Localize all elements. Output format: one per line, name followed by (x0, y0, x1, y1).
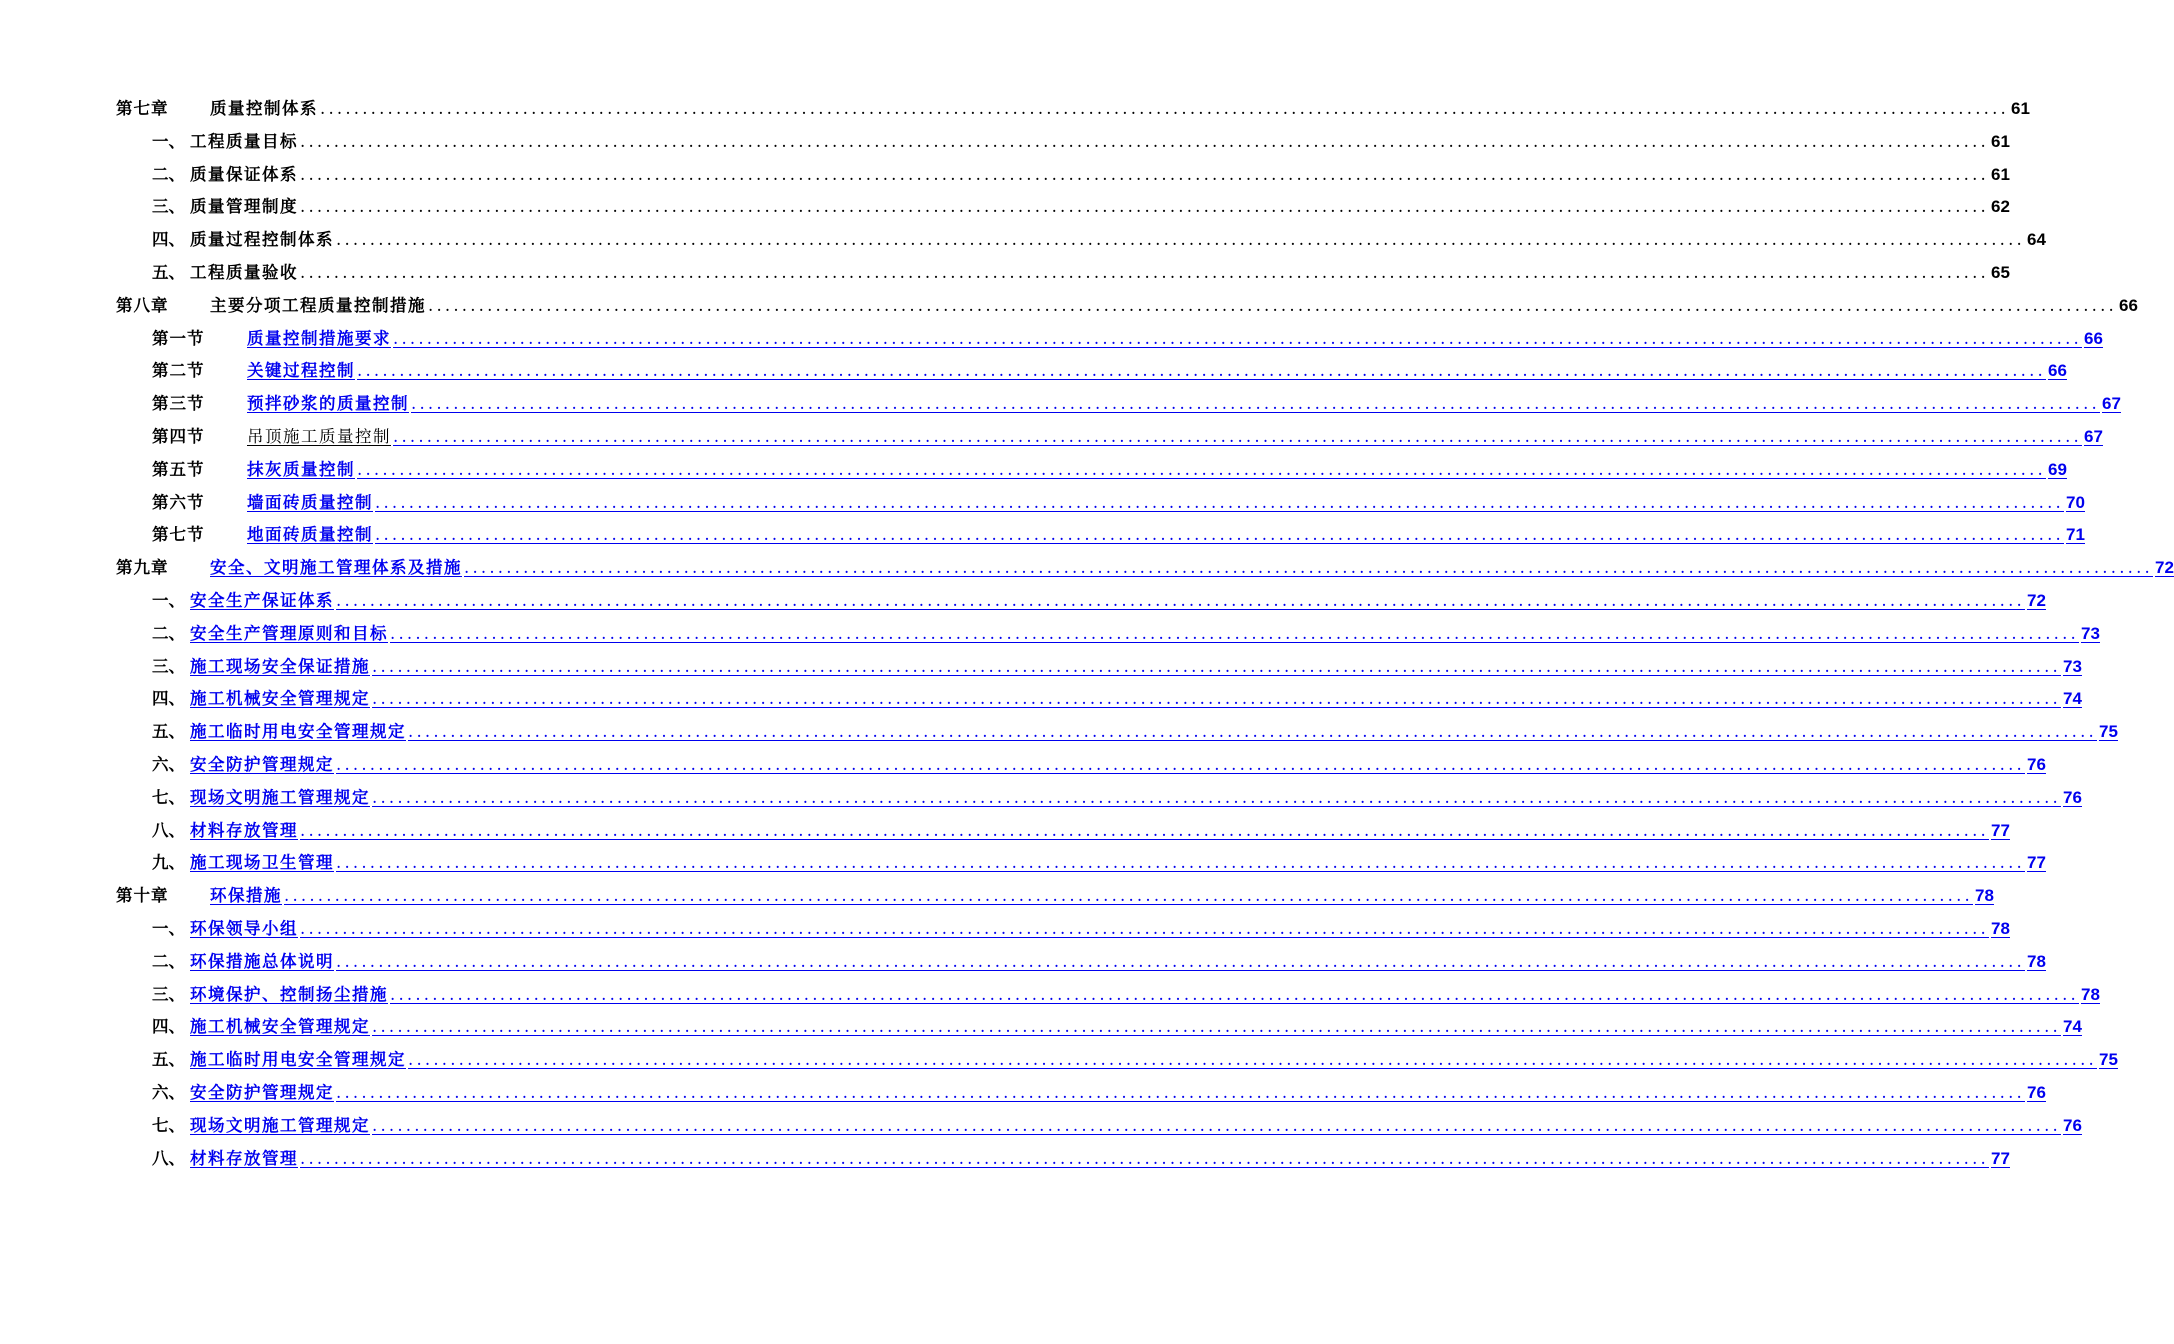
toc-dot-leader: ........................................................................................................................................................................................................ (284, 886, 1973, 906)
toc-entry[interactable] (152, 348, 2067, 381)
toc-dot-leader: ........................................................................................................................................................................................................ (372, 656, 2061, 676)
toc-entry-number: 三、 (152, 984, 185, 1004)
toc-entry-link[interactable] (190, 1017, 2082, 1037)
toc-entry[interactable] (152, 1037, 2118, 1070)
toc-entry-link (190, 197, 2010, 217)
toc-entry[interactable] (152, 1103, 2082, 1136)
toc-entry-link[interactable] (190, 623, 2100, 644)
toc-entry-number: 第八章 (116, 295, 169, 315)
toc-entry[interactable] (152, 480, 2085, 513)
toc-entry-number: 五、 (152, 722, 185, 742)
toc-entry-number: 六、 (152, 1083, 185, 1102)
toc-entry (152, 119, 2010, 152)
toc-entry-number: 九、 (152, 853, 185, 873)
toc-page-number: 61 (2010, 99, 2030, 118)
toc-entry-title: 现场文明施工管理规定 (190, 1115, 370, 1135)
toc-entry-number: 五、 (152, 263, 185, 282)
toc-entry-title: 施工临时用电安全管理规定 (190, 722, 406, 742)
toc-entry[interactable] (152, 644, 2082, 677)
toc-dot-leader: ........................................................................................................................................................................................................ (300, 263, 1989, 282)
toc-page-number: 61 (1990, 164, 2010, 184)
toc-dot-leader: ........................................................................................................................................................................................................ (300, 1148, 1989, 1168)
toc-entry-number: 五、 (152, 1050, 185, 1070)
toc-entry-title: 安全防护管理规定 (190, 1083, 334, 1102)
toc-entry-link[interactable] (190, 1050, 2118, 1070)
toc-entry (152, 250, 2010, 283)
toc-dot-leader: ........................................................................................................................................................................................................ (357, 459, 2046, 479)
toc-entry-number: 四、 (152, 230, 185, 250)
toc-entry-number: 第三节 (152, 394, 205, 414)
toc-dot-leader: ........................................................................................................................................................................................................ (408, 722, 2097, 742)
toc-entry-title: 现场文明施工管理规定 (190, 787, 370, 807)
toc-entry[interactable] (152, 447, 2067, 480)
toc-entry-number: 三、 (152, 656, 185, 676)
toc-entry-link[interactable] (190, 787, 2082, 808)
toc-entry-number: 第九章 (116, 558, 169, 578)
toc-entry-link[interactable] (190, 591, 2046, 611)
toc-dot-leader: ........................................................................................................................................................................................................ (375, 492, 2064, 512)
toc-entry-link[interactable] (190, 984, 2100, 1005)
toc-entry-title: 施工现场安全保证措施 (190, 656, 370, 676)
toc-dot-leader: ........................................................................................................................................................................................................ (372, 1115, 2061, 1135)
toc-entry-link[interactable] (190, 1115, 2082, 1136)
toc-entry-title: 主要分项工程质量控制措施 (210, 295, 426, 315)
toc-dot-leader: ........................................................................................................................................................................................................ (357, 361, 2046, 381)
toc-page-number: 61 (1990, 131, 2010, 151)
toc-page-number: 70 (2065, 492, 2085, 512)
toc-entry-number: 一、 (152, 131, 185, 151)
toc-dot-leader: ........................................................................................................................................................................................................ (393, 328, 2082, 348)
toc-entry-title: 施工机械安全管理规定 (190, 689, 370, 709)
toc-entry[interactable] (152, 906, 2010, 939)
toc-entry-title: 施工机械安全管理规定 (190, 1017, 370, 1037)
toc-entry[interactable] (116, 873, 1994, 906)
toc-entry-number: 七、 (152, 787, 185, 807)
toc-entry[interactable] (152, 972, 2100, 1005)
toc-entry[interactable] (152, 381, 2121, 414)
toc-entry-link[interactable] (190, 656, 2082, 677)
toc-entry-number: 第四节 (152, 427, 205, 446)
toc-page-number: 76 (2062, 1115, 2082, 1135)
toc-entry[interactable] (116, 545, 2174, 578)
toc-entry[interactable] (152, 1136, 2010, 1169)
toc-entry-number: 第七节 (152, 525, 205, 545)
toc-page-number: 66 (2118, 295, 2138, 315)
toc-entry-number: 第七章 (116, 99, 169, 118)
toc-page-number: 74 (2062, 1017, 2082, 1037)
toc-entry-link[interactable] (210, 558, 2174, 578)
toc-entry-title: 墙面砖质量控制 (247, 492, 373, 512)
toc-page-number: 67 (2101, 394, 2121, 414)
toc-dot-leader: ........................................................................................................................................................................................................ (300, 919, 1989, 938)
toc-dot-leader: ........................................................................................................................................................................................................ (336, 1083, 2025, 1102)
toc-entry-title: 施工临时用电安全管理规定 (190, 1050, 406, 1070)
toc-entry-title: 质量过程控制体系 (190, 230, 334, 250)
toc-entry-link[interactable] (247, 427, 2103, 447)
toc-entry-number: 第二节 (152, 361, 205, 381)
toc-entry-link[interactable] (210, 886, 1994, 906)
toc-page-number: 67 (2083, 427, 2103, 446)
toc-dot-leader: ........................................................................................................................................................................................................ (336, 951, 2025, 971)
toc-entry[interactable] (152, 676, 2082, 709)
toc-entry-title: 抹灰质量控制 (247, 459, 355, 479)
toc-dot-leader: ........................................................................................................................................................................................................ (372, 1017, 2061, 1037)
toc-page-number: 77 (2026, 853, 2046, 873)
toc-entry[interactable] (152, 840, 2046, 873)
toc-page-number: 66 (2047, 361, 2067, 381)
toc-page-number: 76 (2026, 1083, 2046, 1102)
toc-dot-leader: ........................................................................................................................................................................................................ (372, 787, 2061, 807)
toc-dot-leader: ........................................................................................................................................................................................................ (336, 230, 2025, 250)
toc-entry-title: 地面砖质量控制 (247, 525, 373, 545)
toc-entry-title: 吊顶施工质量控制 (247, 427, 391, 446)
toc-entry (152, 184, 2010, 217)
toc-entry-link[interactable] (190, 1148, 2010, 1169)
toc-entry-number: 一、 (152, 919, 185, 938)
toc-entry[interactable] (152, 1004, 2082, 1037)
toc-entry-title: 环保领导小组 (190, 919, 298, 938)
toc-page-number: 76 (2026, 755, 2046, 774)
toc-entry-number: 三、 (152, 197, 185, 217)
toc-entry-number: 第六节 (152, 492, 205, 512)
toc-entry-link (190, 230, 2046, 250)
toc-entry (152, 217, 2046, 250)
toc-entry[interactable] (152, 742, 2046, 775)
toc-entry-number: 七、 (152, 1115, 185, 1135)
toc-page-number: 74 (2062, 689, 2082, 709)
toc-entry-title: 环境保护、控制扬尘措施 (190, 984, 388, 1004)
toc-entry[interactable] (152, 939, 2046, 972)
toc-entry-number: 四、 (152, 689, 185, 709)
toc-entry[interactable] (152, 1070, 2046, 1103)
toc-dot-leader: ........................................................................................................................................................................................................ (320, 99, 2009, 118)
toc-entry-title: 环保措施总体说明 (190, 951, 334, 971)
toc-entry-link[interactable] (190, 853, 2046, 873)
toc-entry-link[interactable] (190, 722, 2118, 742)
toc-page-number: 64 (2026, 230, 2046, 250)
toc-entry-link (210, 295, 2138, 316)
toc-page-number: 76 (2062, 787, 2082, 807)
toc-entry-title: 工程质量验收 (190, 263, 298, 282)
toc-entry-link[interactable] (190, 951, 2046, 972)
toc-entry-link[interactable] (247, 459, 2067, 480)
toc-entry-link[interactable] (190, 755, 2046, 775)
toc-entry-link (190, 164, 2010, 185)
toc-page-number: 78 (1990, 919, 2010, 938)
toc-dot-leader: ........................................................................................................................................................................................................ (372, 689, 2061, 709)
toc-entry-title: 材料存放管理 (190, 1148, 298, 1168)
toc-page-number: 62 (1990, 197, 2010, 217)
toc-entry[interactable] (152, 611, 2100, 644)
toc-entry-title: 质量管理制度 (190, 197, 298, 217)
toc-entry-title: 安全防护管理规定 (190, 755, 334, 774)
toc-entry-link[interactable] (190, 1083, 2046, 1103)
toc-entry[interactable] (152, 512, 2085, 545)
toc-dot-leader: ........................................................................................................................................................................................................ (300, 820, 1989, 840)
toc-entry[interactable] (152, 316, 2103, 349)
toc-entry-title: 环保措施 (210, 886, 282, 906)
toc-dot-leader: ........................................................................................................................................................................................................ (300, 164, 1989, 184)
toc-entry[interactable] (152, 414, 2103, 447)
toc-page-number: 65 (1990, 263, 2010, 282)
toc-entry-number: 二、 (152, 951, 185, 971)
toc-entry-number: 二、 (152, 164, 185, 184)
toc-entry-link[interactable] (247, 525, 2085, 545)
toc-entry-title: 安全生产保证体系 (190, 591, 334, 610)
toc-page-number: 78 (2026, 951, 2046, 971)
toc-entry (152, 152, 2010, 185)
toc-dot-leader: ........................................................................................................................................................................................................ (408, 1050, 2097, 1070)
toc-entry-link[interactable] (247, 492, 2085, 513)
toc-entry-number: 第十章 (116, 886, 169, 906)
toc-entry[interactable] (152, 775, 2082, 808)
toc-dot-leader: ........................................................................................................................................................................................................ (464, 558, 2153, 578)
toc-entry-link[interactable] (190, 689, 2082, 709)
toc-entry-number: 四、 (152, 1017, 185, 1037)
toc-page-number: 72 (2154, 558, 2174, 578)
toc-dot-leader: ........................................................................................................................................................................................................ (428, 295, 2117, 315)
toc-dot-leader: ........................................................................................................................................................................................................ (393, 427, 2082, 446)
toc-entry-title: 质量控制体系 (210, 99, 318, 118)
toc-entry-number: 八、 (152, 820, 185, 840)
toc-entry-link[interactable] (190, 820, 2010, 841)
toc-entry-title: 关键过程控制 (247, 361, 355, 381)
toc-entry-link[interactable] (247, 361, 2067, 381)
toc-page-number: 71 (2065, 525, 2085, 545)
toc-page-number: 75 (2098, 722, 2118, 742)
toc-entry-link[interactable] (190, 919, 2010, 939)
toc-page-number: 73 (2062, 656, 2082, 676)
toc-entry-title: 预拌砂浆的质量控制 (247, 394, 409, 414)
toc-dot-leader: ........................................................................................................................................................................................................ (390, 984, 2079, 1004)
toc-entry-link (210, 99, 2030, 119)
toc-entry-number: 六、 (152, 755, 185, 774)
toc-entry (116, 283, 2138, 316)
toc-dot-leader: ........................................................................................................................................................................................................ (336, 853, 2025, 873)
toc-dot-leader: ........................................................................................................................................................................................................ (336, 755, 2025, 774)
toc-dot-leader: ........................................................................................................................................................................................................ (336, 591, 2025, 610)
toc-entry[interactable] (152, 808, 2010, 841)
toc-entry-title: 安全生产管理原则和目标 (190, 623, 388, 643)
toc-page-number: 78 (1974, 886, 1994, 906)
toc-entry-link[interactable] (247, 328, 2103, 349)
toc-entry-link (190, 131, 2010, 152)
toc-entry-number: 八、 (152, 1148, 185, 1168)
toc-page-number: 77 (1990, 820, 2010, 840)
toc-entry (116, 86, 2030, 119)
toc-page-number: 73 (2080, 623, 2100, 643)
toc-entry-title: 施工现场卫生管理 (190, 853, 334, 873)
toc-entry-number: 二、 (152, 623, 185, 643)
toc-entry-link[interactable] (247, 394, 2121, 414)
toc-entry-title: 质量保证体系 (190, 164, 298, 184)
toc-entry-title: 工程质量目标 (190, 131, 298, 151)
toc-entry-title: 材料存放管理 (190, 820, 298, 840)
toc-entry-number: 第五节 (152, 459, 205, 479)
toc-page-number: 78 (2080, 984, 2100, 1004)
toc-page-number: 72 (2026, 591, 2046, 610)
toc-entry-number: 一、 (152, 591, 185, 610)
toc-page-number: 77 (1990, 1148, 2010, 1168)
toc-dot-leader: ........................................................................................................................................................................................................ (300, 197, 1989, 217)
toc-page-number: 75 (2098, 1050, 2118, 1070)
toc-page-number: 66 (2083, 328, 2103, 348)
toc-page-number: 69 (2047, 459, 2067, 479)
toc-entry-number: 第一节 (152, 328, 205, 348)
toc-dot-leader: ........................................................................................................................................................................................................ (375, 525, 2064, 545)
toc-entry-link (190, 263, 2010, 283)
toc-dot-leader: ........................................................................................................................................................................................................ (390, 623, 2079, 643)
toc-entry[interactable] (152, 578, 2046, 611)
toc-entry-title: 安全、文明施工管理体系及措施 (210, 558, 462, 578)
toc-dot-leader: ........................................................................................................................................................................................................ (411, 394, 2100, 414)
toc-entry-title: 质量控制措施要求 (247, 328, 391, 348)
toc-entry[interactable] (152, 709, 2118, 742)
toc-dot-leader: ........................................................................................................................................................................................................ (300, 131, 1989, 151)
